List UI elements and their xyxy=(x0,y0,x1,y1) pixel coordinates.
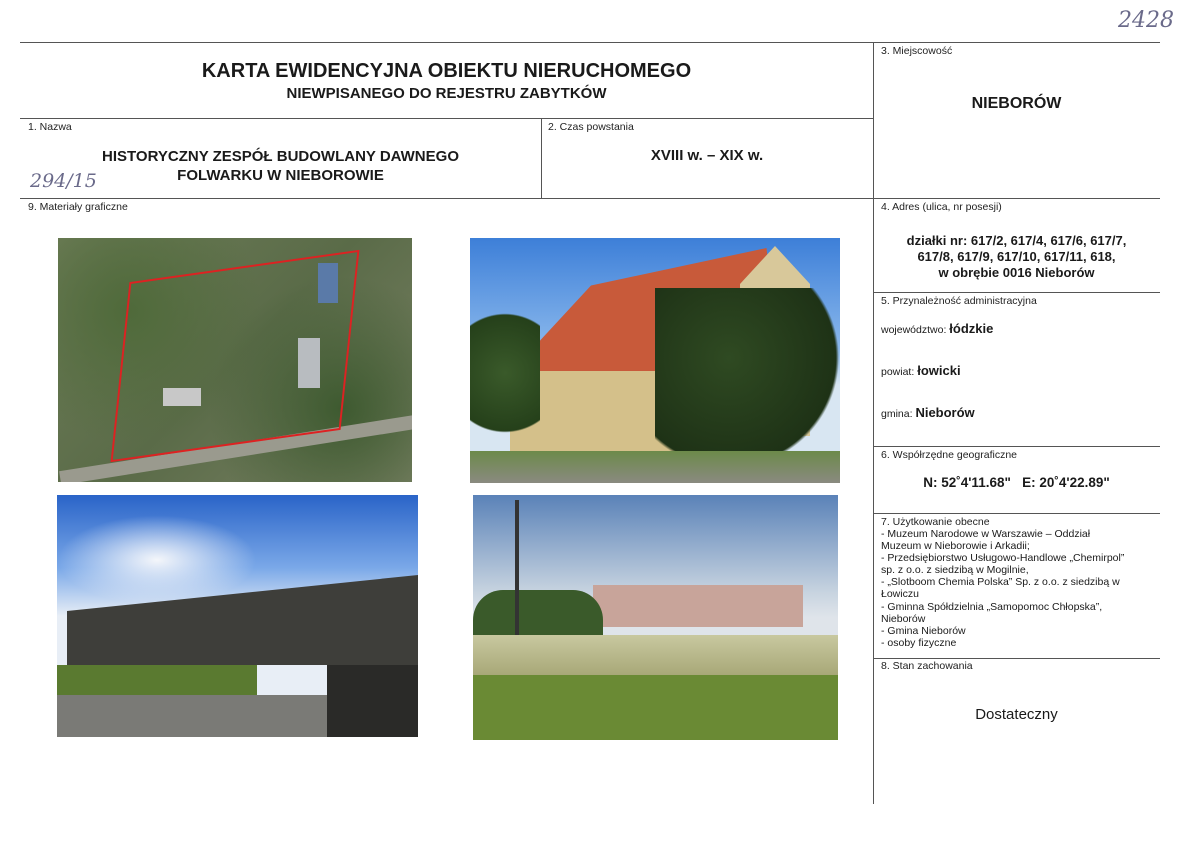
divider xyxy=(873,42,874,804)
name-line2: FOLWARKU W NIEBOROWIE xyxy=(177,167,384,184)
usage-item: - Przedsiębiorstwo Usługowo-Handlowe „Chemirpol” xyxy=(881,552,1125,565)
trees xyxy=(655,288,840,463)
address-line: 617/8, 617/9, 617/10, 617/11, 618, xyxy=(917,249,1116,264)
voivodeship xyxy=(881,321,993,336)
admin-label: 5. Przynależność administracyjna xyxy=(881,295,1037,307)
graphics-label: 9. Materiały graficzne xyxy=(28,201,128,213)
period-label: 2. Czas powstania xyxy=(548,121,634,133)
granary-photo xyxy=(470,238,840,483)
coords-label: 6. Współrzędne geograficzne xyxy=(881,449,1017,461)
voivodeship-label: województwo: xyxy=(881,324,947,336)
locality-value: NIEBORÓW xyxy=(971,95,1062,112)
usage-item: - „Slotboom Chemia Polska” Sp. z o.o. z siedzibą w xyxy=(881,576,1120,589)
document-subtitle: NIEWPISANEGO DO REJESTRU ZABYTKÓW xyxy=(286,85,607,102)
usage-item: sp. z o.o. z siedzibą w Mogilnie, xyxy=(881,564,1029,577)
field xyxy=(473,675,838,740)
usage-label: 7. Użytkowanie obecne xyxy=(881,516,990,528)
divider xyxy=(20,198,1160,199)
usage-item: - Muzeum Narodowe w Warszawie – Oddział xyxy=(881,528,1091,540)
period-value: XVIII w. – XIX w. xyxy=(650,147,764,164)
divider xyxy=(20,118,873,119)
condition-value: Dostateczny xyxy=(975,706,1058,723)
county-label: powiat: xyxy=(881,366,915,378)
usage-item: - Gminna Spółdzielnia „Samopomoc Chłopska”, xyxy=(881,600,1103,613)
usage-item: Łowiczu xyxy=(881,588,919,601)
address-value xyxy=(873,233,1160,281)
condition-label: 8. Stan zachowania xyxy=(881,660,973,672)
name-label: 1. Nazwa xyxy=(28,121,72,133)
document-title: KARTA EWIDENCYJNA OBIEKTU NIERUCHOMEGO xyxy=(201,60,692,82)
name-value xyxy=(20,147,541,185)
handwritten-doc-number: 2428 xyxy=(1118,8,1174,33)
trees xyxy=(473,590,603,640)
trees xyxy=(470,298,540,448)
aerial-photo xyxy=(58,238,412,482)
usage-item: Nieborów xyxy=(881,612,926,625)
clouds xyxy=(57,515,257,605)
tall-grass xyxy=(473,635,838,675)
name-line1: HISTORYCZNY ZESPÓŁ BUDOWLANY DAWNEGO xyxy=(102,148,459,165)
county xyxy=(881,363,961,378)
divider xyxy=(873,658,1160,659)
usage-item: Muzeum w Nieborowie i Arkadii; xyxy=(881,540,1030,553)
usage-item: - osoby fizyczne xyxy=(881,636,957,649)
ruins-photo xyxy=(473,495,838,740)
property-boundary xyxy=(111,250,360,462)
ground xyxy=(470,451,840,483)
usage-item: - Gmina Nieborów xyxy=(881,624,966,637)
address-label: 4. Adres (ulica, nr posesji) xyxy=(881,201,1002,213)
county-value: łowicki xyxy=(917,363,961,378)
ruin xyxy=(593,585,803,627)
commune-value: Nieborów xyxy=(915,405,975,420)
handwritten-note: 294/15 xyxy=(30,170,97,192)
divider xyxy=(873,513,1160,514)
divider xyxy=(873,292,1160,293)
commune-label: gmina: xyxy=(881,408,913,420)
coords-value: N: 52˚4'11.68" E: 20˚4'22.89" xyxy=(923,475,1110,490)
commune xyxy=(881,405,975,420)
address-line: działki nr: 617/2, 617/4, 617/6, 617/7, xyxy=(906,233,1127,248)
shadow xyxy=(327,665,418,737)
divider xyxy=(873,446,1160,447)
divider xyxy=(20,42,1160,43)
locality-label: 3. Miejscowość xyxy=(881,45,953,57)
barns-photo xyxy=(57,495,418,737)
pole xyxy=(515,500,519,640)
address-line: w obrębie 0016 Nieborów xyxy=(938,265,1095,280)
voivodeship-value: łódzkie xyxy=(949,321,994,336)
usage-list xyxy=(881,528,1161,649)
